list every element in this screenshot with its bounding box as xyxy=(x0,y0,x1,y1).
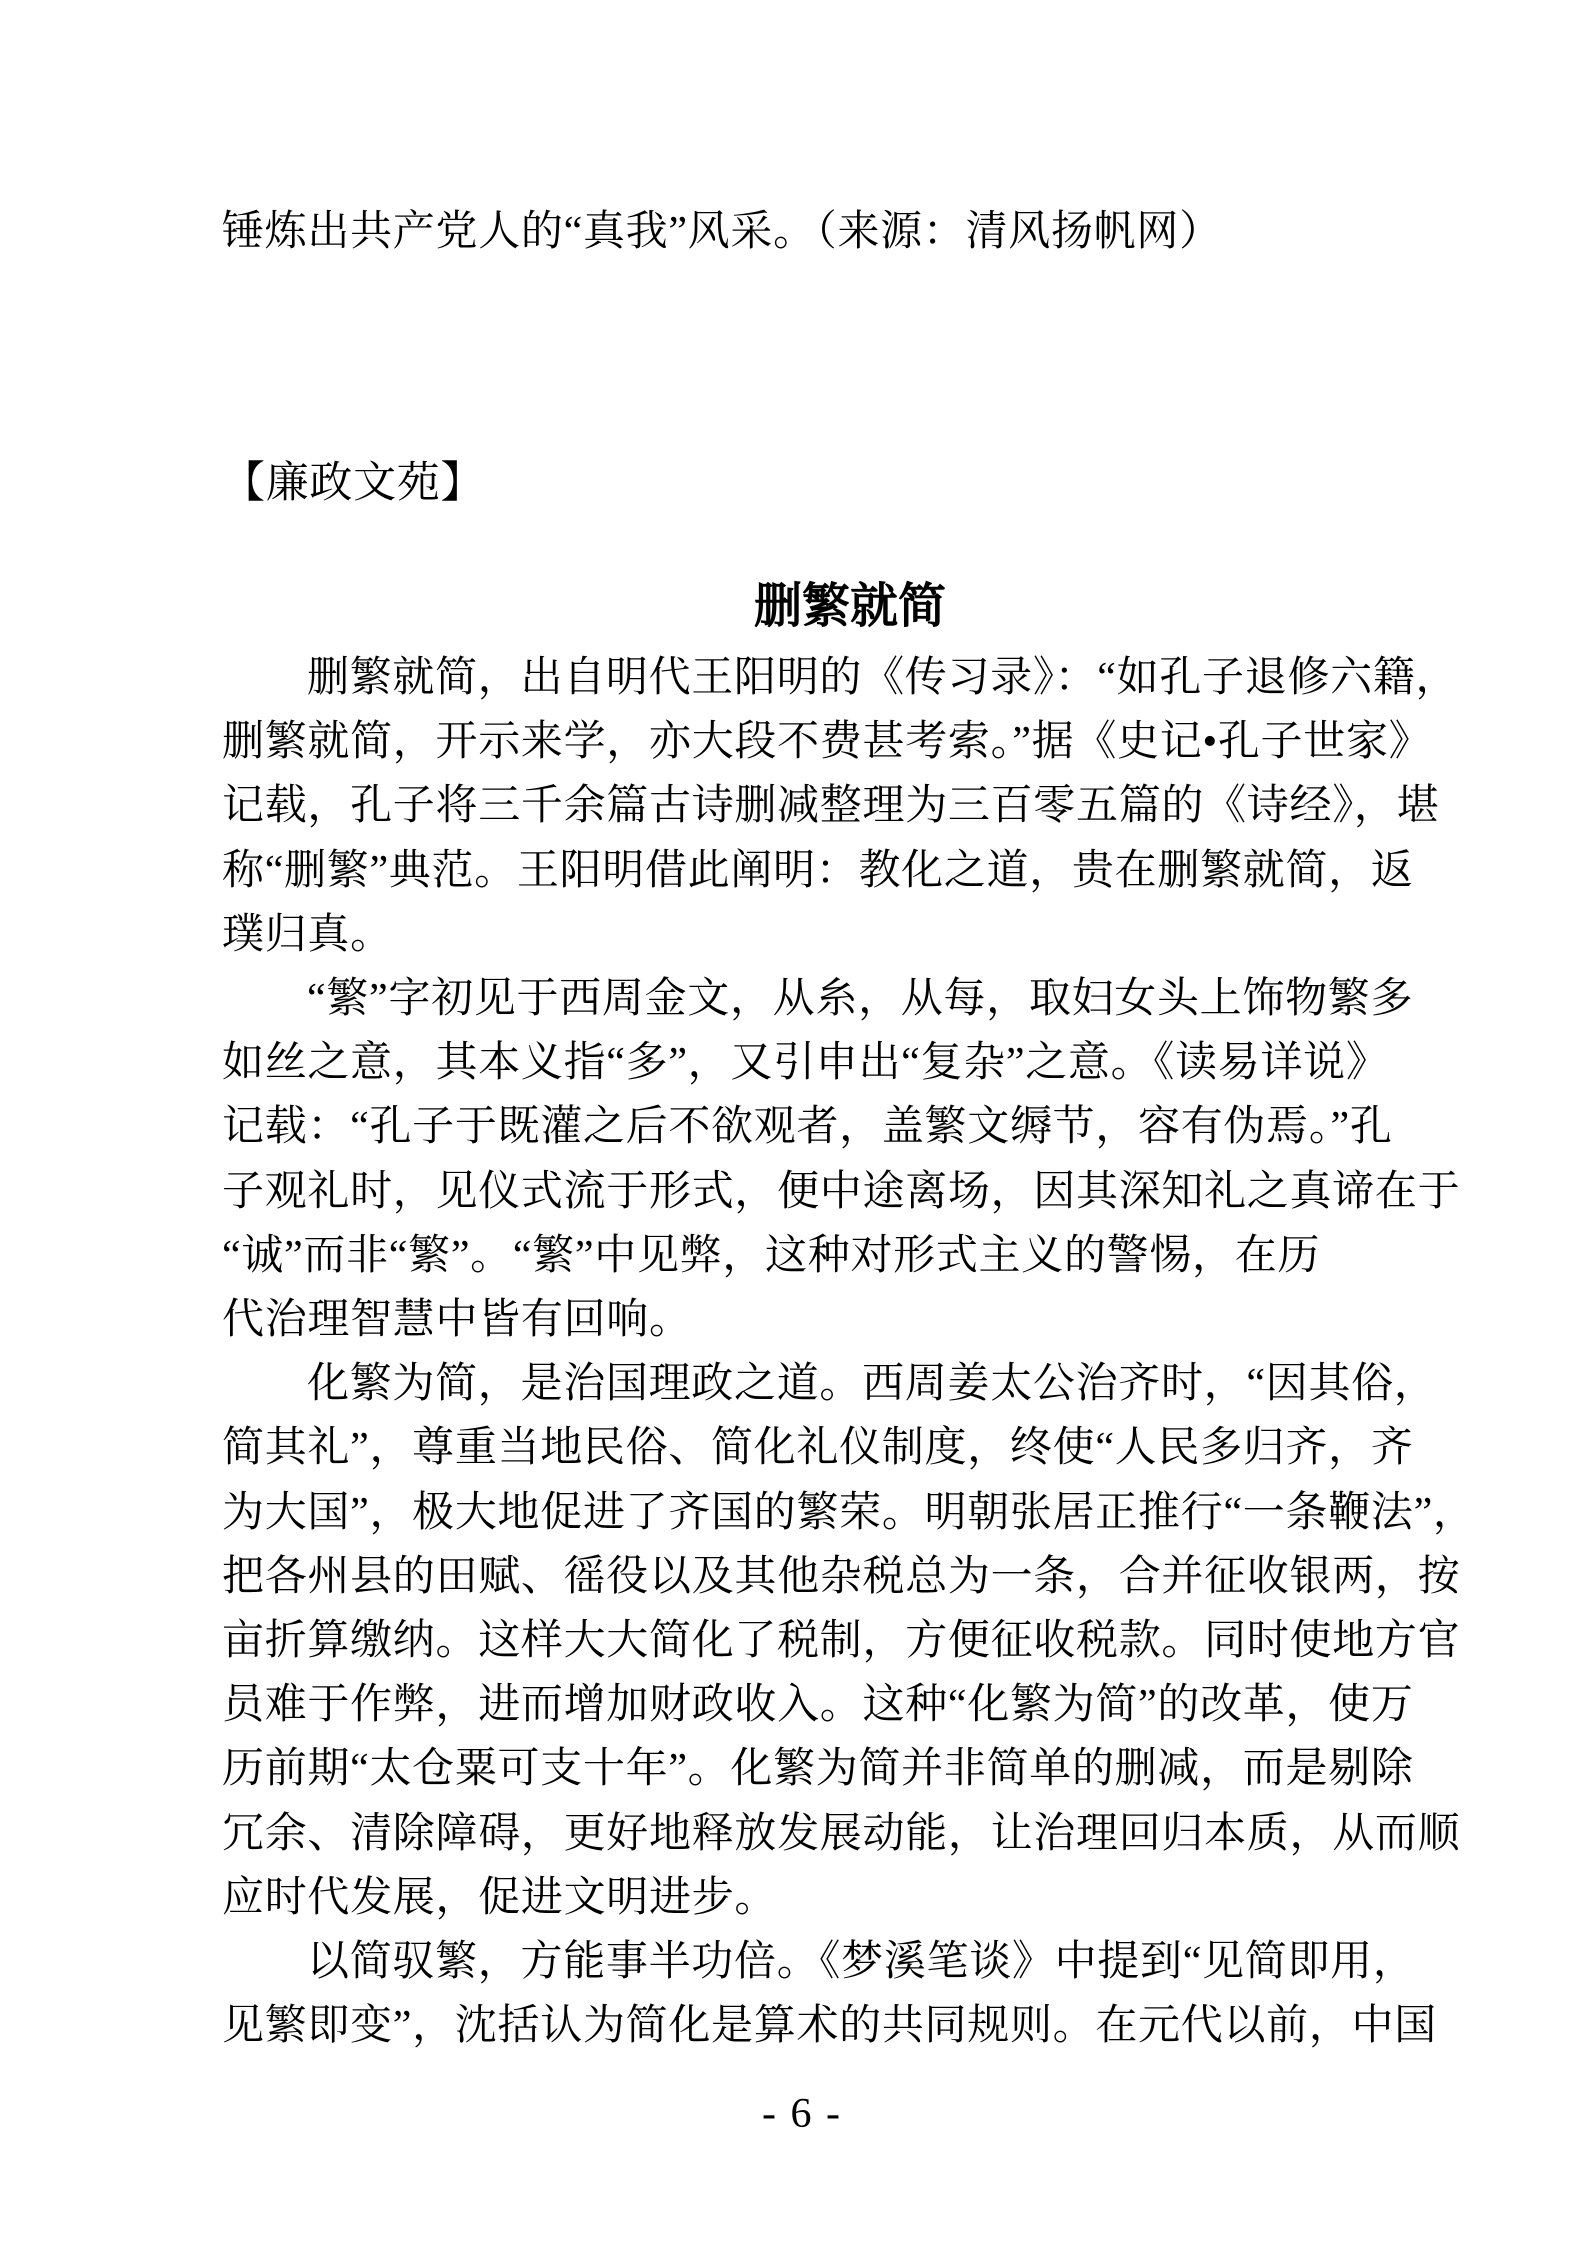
header-continuation-line: 锤炼出共产党人的“真我”风采。（来源：清风扬帆网） xyxy=(222,209,1222,255)
section-label: 【廉政文苑】 xyxy=(222,460,485,507)
body-line: 以简驭繁，方能事半功倍。《梦溪笔谈》中提到“见简即用， xyxy=(307,1939,1416,1986)
body-line: 代治理智慧中皆有回响。 xyxy=(222,1297,692,1344)
body-line: 历前期“太仓粟可支十年”。化繁为简并非简单的删减，而是剔除 xyxy=(222,1746,1414,1793)
body-line: 把各州县的田赋、徭役以及其他杂税总为一条，合并征收银两，按 xyxy=(222,1553,1461,1600)
article-title: 删繁就简 xyxy=(753,580,946,633)
body-line: 员难于作弊，进而增加财政收入。这种“化繁为简”的改革，使万 xyxy=(222,1682,1414,1729)
body-line: 记载，孔子将三千余篇古诗删减整理为三百零五篇的《诗经》，堪 xyxy=(222,783,1440,830)
body-line: 删繁就简，出自明代王阳明的《传习录》：“如孔子退修六籍， xyxy=(307,655,1459,701)
body-line: 称“删繁”典范。王阳明借此阐明：教化之道，贵在删繁就简，返 xyxy=(222,847,1414,894)
body-line: 删繁就简，开示来学，亦大段不费甚考索。”据《史记•孔子世家》 xyxy=(222,719,1432,766)
body-line: 简其礼”，尊重当地民俗、简化礼仪制度，终使“人民多归齐，齐 xyxy=(222,1425,1414,1472)
body-line: 见繁即变”，沈括认为简化是算术的共同规则。在元代以前，中国 xyxy=(222,2003,1437,2050)
body-line: 为大国”，极大地促进了齐国的繁荣。明朝张居正推行“一条鞭法”， xyxy=(222,1489,1476,1536)
body-line: 化繁为简，是治国理政之道。西周姜太公治齐时，“因其俗， xyxy=(307,1361,1437,1408)
body-line: 子观礼时，见仪式流于形式，便中途离场，因其深知礼之真谛在于 xyxy=(222,1168,1461,1215)
body-line: “繁”字初见于西周金文，从糸，从每，取妇女头上饰物繁多 xyxy=(307,976,1414,1023)
article-body xyxy=(222,646,1476,2058)
body-line: 如丝之意，其本义指“多”，又引申出“复杂”之意。《读易详说》 xyxy=(222,1040,1389,1087)
page-number: - 6 - xyxy=(762,2091,842,2138)
body-line: 应时代发展，促进文明进步。 xyxy=(222,1874,778,1921)
body-line: 璞归真。 xyxy=(222,911,393,958)
body-line: 冗余、清除障碍，更好地释放发展动能，让治理回归本质，从而顺 xyxy=(222,1810,1461,1857)
body-line: 记载：“孔子于既灌之后不欲观者，盖繁文缛节，容有伪焉。”孔 xyxy=(222,1104,1393,1151)
body-line: “诚”而非“繁”。“繁”中见弊，这种对形式主义的警惕，在历 xyxy=(222,1232,1321,1279)
body-line: 亩折算缴纳。这样大大简化了税制，方便征收税款。同时使地方官 xyxy=(222,1618,1461,1665)
